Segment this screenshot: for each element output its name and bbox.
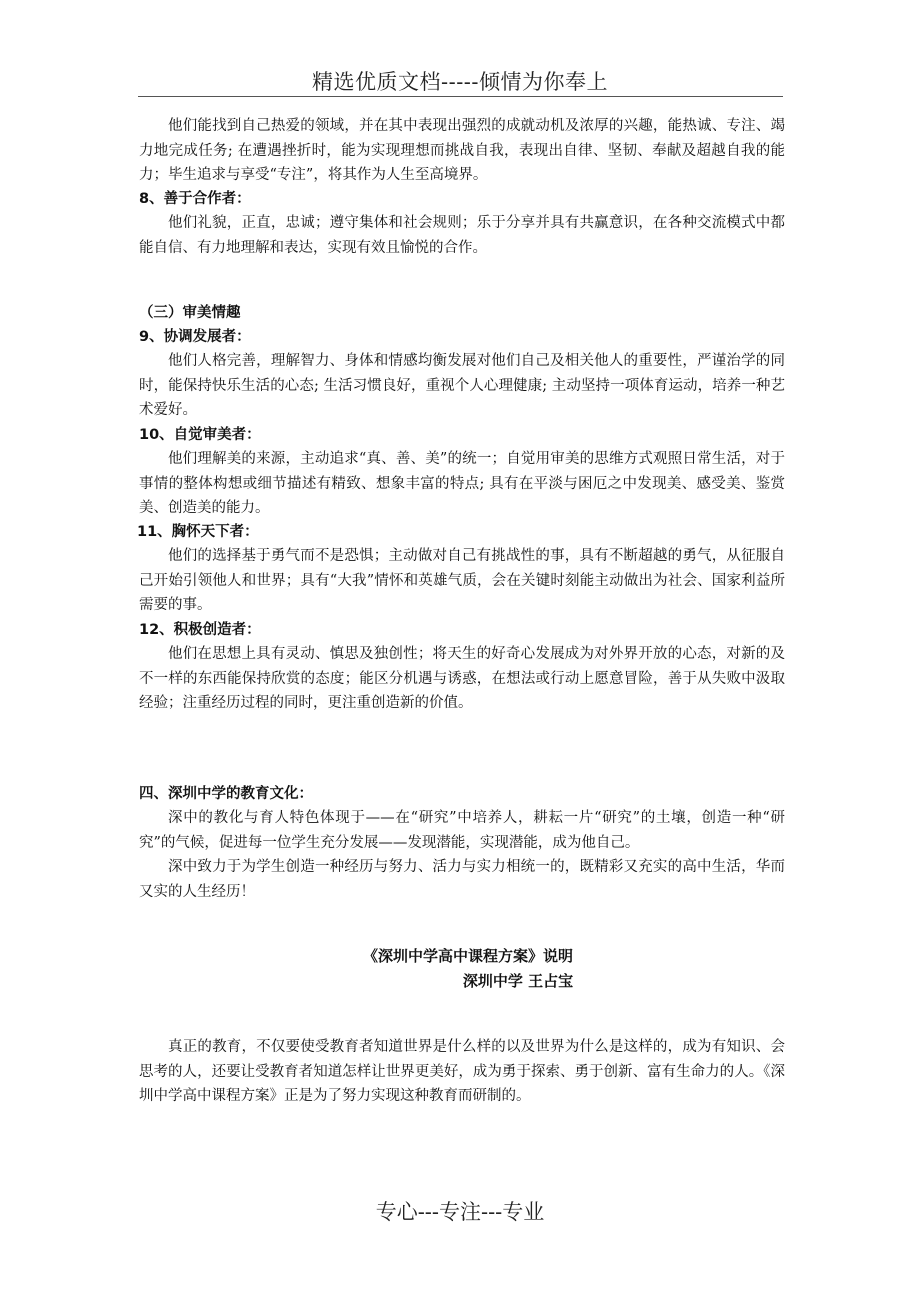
document-title: 《深圳中学高中课程方案》说明 (362, 947, 573, 965)
paragraph-creator: 他们在思想上具有灵动、慎思及独创性；将天生的好奇心发展成为对外界开放的心态，对新的及不一样的东西能保持欣赏的态度；能区分机遇与诱惑，在想法或行动上愿意冒险，善于从失败中汲取经验；注重经历过程的同时，更注重创造新的价值。 (139, 646, 785, 711)
heading-harmonious: 9、协调发展者： (139, 329, 251, 345)
section-heading-culture: 四、深圳中学的教育文化： (139, 786, 313, 802)
header-divider (138, 96, 783, 97)
section-heading-aesthetics: （三）审美情趣 (139, 305, 241, 321)
document-author: 深圳中学 王占宝 (462, 972, 574, 990)
heading-world-minded: 11、胸怀天下者： (137, 524, 259, 540)
paragraph-true-education: 真正的教育，不仅要使受教育者知道世界是什么样的以及世界为什么是这样的，成为有知识、会思考的人，还要让受教育者知道怎样让世界更美好，成为勇于探索、勇于创新、富有生命力的人。《深圳中学高中课程方案》正是为了努力实现这种教育而研制的。 (139, 1039, 785, 1104)
paragraph-dedication: 他们能找到自己热爱的领域，并在其中表现出强烈的成就动机及浓厚的兴趣，能热诚、专注、竭力地完成任务; 在遭遇挫折时，能为实现理想而挑战自我，表现出自律、坚韧、奉献及超越自我的能力；毕生追求与享受“专注”，将其作为人生至高境界。 (139, 118, 785, 183)
heading-aesthete: 10、自觉审美者： (139, 427, 261, 443)
paragraph-harmonious: 他们人格完善，理解智力、身体和情感均衡发展对他们自己及相关他人的重要性，严谨治学的同时，能保持快乐生活的心态; 生活习惯良好，重视个人心理健康; 主动坚持一项体育运动，培养一种艺术爱好。 (139, 353, 785, 418)
paragraph-world-minded: 他们的选择基于勇气而不是恐惧；主动做对自己有挑战性的事，具有不断超越的勇气，从征服自己开始引领他人和世界；具有“大我”情怀和英雄气质，会在关键时刻能主动做出为社会、国家利益所需要的事。 (139, 548, 785, 613)
paragraph-aesthete: 他们理解美的来源，主动追求“真、善、美”的统一；自觉用审美的思维方式观照日常生活，对于事情的整体构想或细节描述有精致、想象丰富的特点; 具有在平淡与困厄之中发现美、感受美、鉴赏美、创造美的能力。 (139, 451, 785, 516)
paragraph-culture-research: 深中的教化与育人特色体现于——在“研究”中培养人，耕耘一片“研究”的土壤，创造一种“研究”的气候，促进每一位学生充分发展——发现潜能，实现潜能，成为他自己。 (139, 810, 785, 851)
paragraph-cooperator: 他们礼貌，正直，忠诚；遵守集体和社会规则；乐于分享并具有共赢意识，在各种交流模式中都能自信、有力地理解和表达，实现有效且愉悦的合作。 (139, 215, 785, 256)
heading-creator: 12、积极创造者： (139, 622, 261, 638)
page-header: 精选优质文档-----倾情为你奉上 (312, 70, 608, 94)
paragraph-culture-experience: 深中致力于为学生创造一种经历与努力、活力与实力相统一的，既精彩又充实的高中生活，华而又实的人生经历！ (139, 859, 785, 900)
heading-cooperator: 8、善于合作者： (139, 191, 251, 207)
page-footer: 专心---专注---专业 (375, 1200, 545, 1224)
